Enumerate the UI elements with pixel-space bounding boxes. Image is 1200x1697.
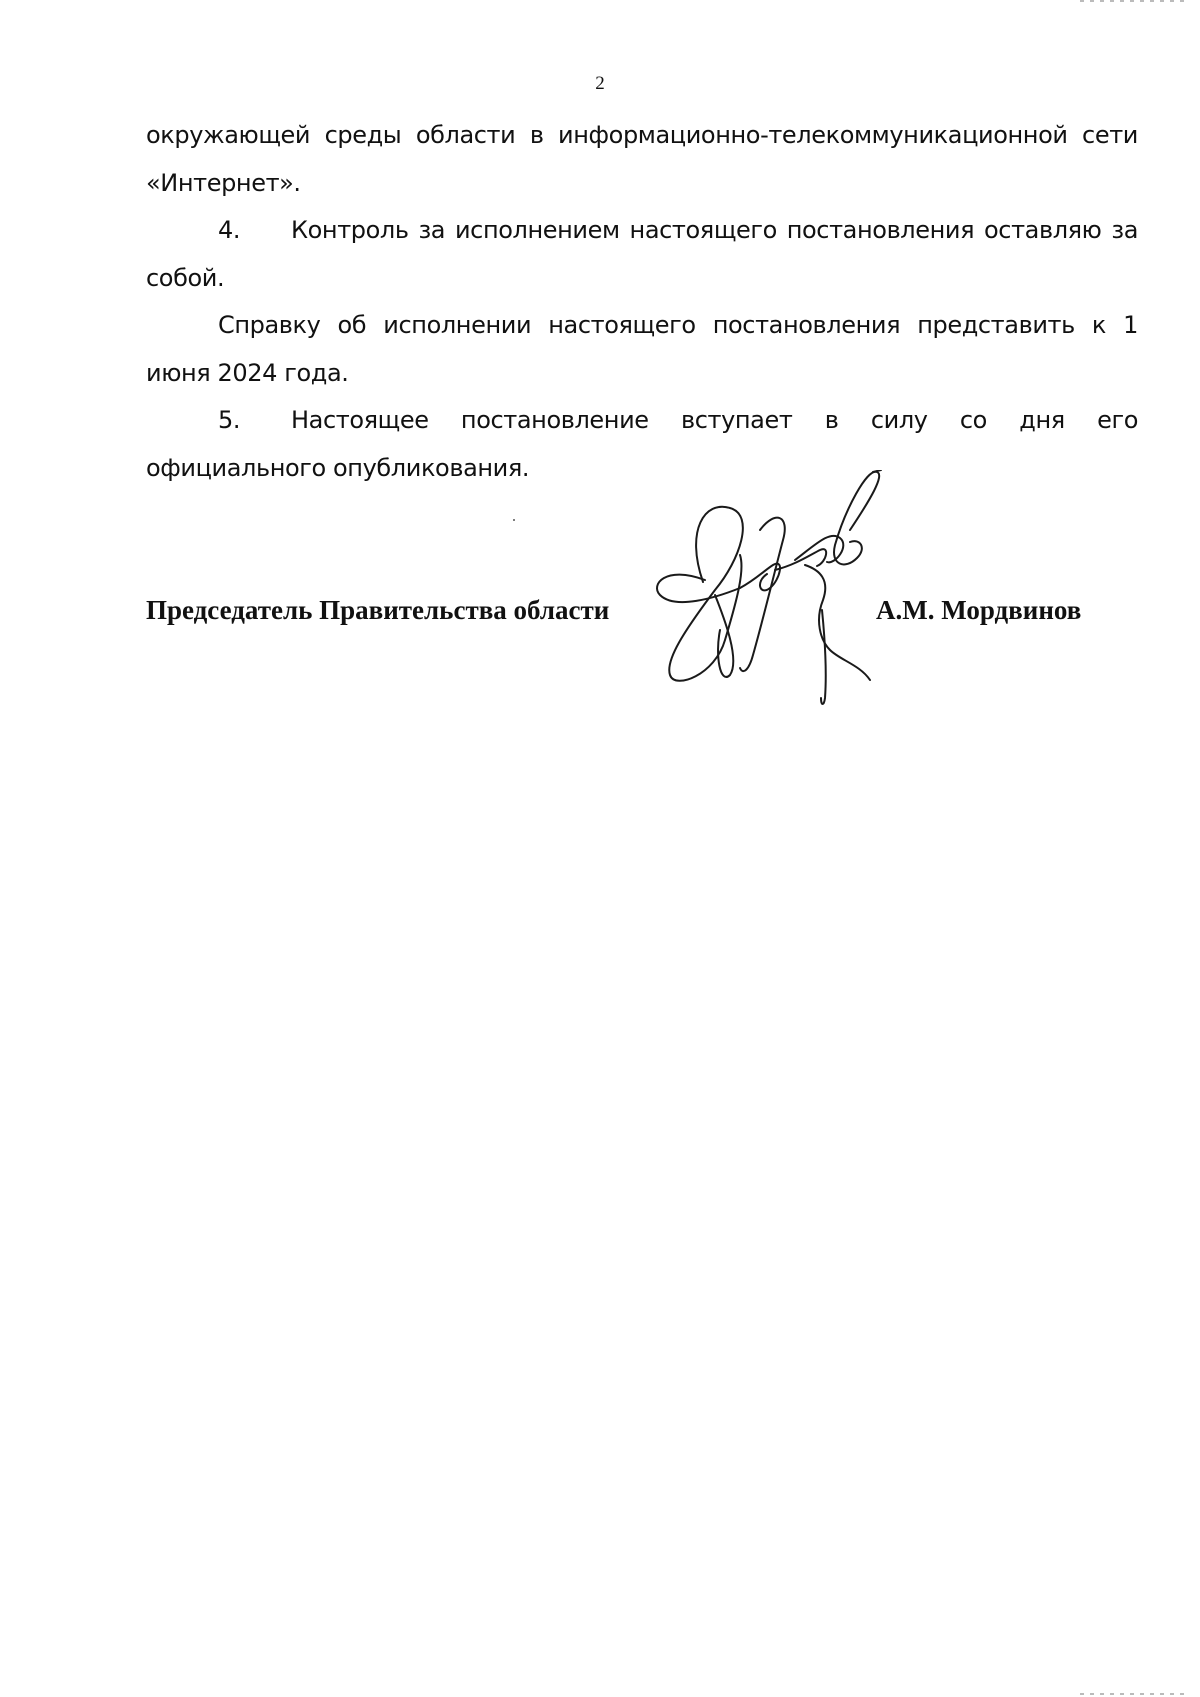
- paragraph-continuation: [146, 112, 1138, 207]
- paragraph-text: Контроль за исполнением настоящего постановления оставляю за собой.: [146, 216, 1138, 292]
- paragraph-report-deadline: [146, 302, 1138, 397]
- scan-speck: [513, 519, 515, 521]
- page-number: 2: [595, 73, 605, 94]
- paragraph-item-4: [146, 207, 1138, 302]
- paragraph-text: Справку об исполнении настоящего постановления представить к 1 июня 2024 года.: [146, 311, 1138, 387]
- scan-edge-mark: [1080, 1692, 1190, 1696]
- scan-edge-mark: [1080, 0, 1190, 4]
- item-number: 4.: [218, 216, 241, 244]
- document-body: [146, 112, 1138, 492]
- paragraph-item-5: [146, 397, 1138, 492]
- signatory-name: А.М. Мордвинов: [876, 595, 1082, 625]
- item-number: 5.: [218, 406, 241, 434]
- paragraph-text: Настоящее постановление вступает в силу со дня его официального опубликования.: [146, 406, 1138, 482]
- paragraph-text: окружающей среды области в информационно-телекоммуникационной сети «Интернет».: [146, 121, 1138, 197]
- handwritten-signature: [645, 470, 915, 710]
- signatory-position: Председатель Правительства области: [146, 595, 610, 625]
